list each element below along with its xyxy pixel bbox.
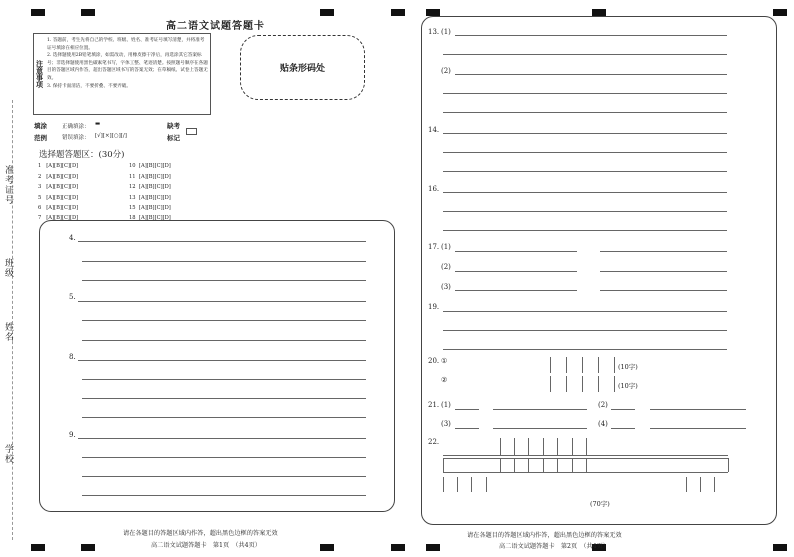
choice-options[interactable]: [A][B][C][D] — [46, 195, 79, 201]
answer-line[interactable] — [443, 330, 727, 331]
grid-divider — [566, 357, 567, 373]
grid-divider — [728, 458, 729, 472]
choice-row[interactable] — [129, 184, 171, 190]
notice-box — [33, 33, 211, 115]
absent-mark-label-top: 缺考 — [167, 122, 180, 130]
choice-number: 13 — [129, 195, 136, 201]
notice-item: 2. 选择题使用2B铅笔填涂，如需改动，用橡皮擦干净后，再选涂其它答案标号；非选择题使用黑色碳素笔书写，字体工整、笔迹清楚。按照题号顺序在各题目的答题区域内作答，超出答题区域书写的答案无效；在草稿纸、试卷上答题无效。 — [47, 53, 208, 81]
grid-divider — [566, 376, 567, 392]
answer-line[interactable] — [443, 311, 727, 312]
footer-note-left: 请在各题目的答题区域内作答，超出黑色边框的答案无效 — [123, 530, 278, 537]
question-number: 4. — [69, 234, 76, 242]
registration-mark — [81, 9, 95, 16]
choice-number: 3 — [38, 184, 42, 190]
answer-line[interactable] — [443, 152, 727, 153]
question-number: 20. — [428, 357, 440, 365]
notice-item: 1. 答题前，考生先将自己的学校、班级、姓名、准考证号填写清楚，并将准考证号填涂在相应位置。 — [47, 38, 205, 51]
grid-divider — [586, 438, 587, 455]
side-label-class: 班级 — [3, 258, 13, 278]
answer-line[interactable] — [82, 320, 366, 321]
choice-options[interactable]: [A][B][C][D] — [46, 174, 79, 180]
grid-divider — [471, 477, 472, 492]
registration-mark — [320, 544, 334, 551]
question-number: 14. — [428, 126, 440, 134]
grid-divider — [557, 458, 558, 472]
answer-line[interactable] — [650, 409, 746, 410]
answer-line[interactable] — [82, 340, 366, 341]
choice-number: 15 — [129, 205, 136, 211]
grid-divider — [550, 376, 551, 392]
fill-example-title-bottom: 范例 — [34, 134, 47, 142]
choice-number: 12 — [129, 184, 136, 190]
choice-options[interactable]: [A][B][C][D] — [138, 205, 171, 211]
correct-fill-label: 正确填涂： — [62, 124, 90, 130]
answer-line[interactable] — [650, 428, 746, 429]
choice-options[interactable]: [A][B][C][D] — [46, 205, 79, 211]
answer-line[interactable] — [455, 74, 727, 75]
answer-line[interactable] — [78, 360, 366, 361]
grid-divider — [598, 357, 599, 373]
question-number: 9. — [69, 431, 76, 439]
answer-line[interactable] — [443, 349, 727, 350]
registration-mark — [773, 544, 787, 551]
choice-options[interactable]: [A][B][C][D] — [46, 215, 79, 221]
page-title: 高二语文试题答题卡 — [166, 21, 265, 32]
answer-line[interactable] — [443, 230, 727, 231]
sub-question-number: (1) — [441, 401, 451, 409]
choice-number: 10 — [129, 163, 136, 169]
choice-options[interactable]: [A][B][C][D] — [138, 215, 171, 221]
answer-line[interactable] — [82, 495, 366, 496]
answer-area-left — [39, 220, 395, 512]
grid-divider — [582, 376, 583, 392]
grid-divider — [514, 438, 515, 455]
question-number: 8. — [69, 353, 76, 361]
choice-number: 1 — [38, 163, 42, 169]
choice-number: 5 — [38, 195, 42, 201]
registration-mark — [81, 544, 95, 551]
choice-row[interactable] — [129, 174, 171, 180]
question-number: 13. — [428, 28, 440, 36]
sub-question-number: (3) — [441, 420, 451, 428]
sub-question-number: (2) — [441, 67, 451, 75]
choice-options[interactable]: [A][B][C][D] — [138, 163, 171, 169]
grid-divider — [586, 458, 587, 472]
sub-question-number: (2) — [598, 401, 608, 409]
grid-row-border — [443, 472, 728, 473]
choice-number: 6 — [38, 205, 42, 211]
answer-line[interactable] — [82, 379, 366, 380]
registration-mark — [31, 544, 45, 551]
question-number: 19. — [428, 303, 440, 311]
grid-divider — [543, 438, 544, 455]
grid-divider — [614, 376, 615, 392]
answer-line[interactable] — [455, 290, 577, 291]
answer-line[interactable] — [78, 438, 366, 439]
notice-body — [47, 37, 208, 90]
choice-number: 11 — [129, 174, 136, 180]
side-label-name: 姓名 — [3, 322, 13, 342]
answer-line[interactable] — [493, 409, 587, 410]
grid-divider — [500, 438, 501, 455]
notice-header: 注意事项 — [35, 60, 45, 88]
answer-line[interactable] — [82, 457, 366, 458]
grid-divider — [598, 376, 599, 392]
notice-item: 3. 保持卡面清洁，不要折叠、不要弄破。 — [47, 83, 131, 89]
grid-divider — [443, 458, 444, 472]
answer-line[interactable] — [443, 54, 727, 55]
absent-mark-label-bottom: 标记 — [167, 134, 180, 142]
answer-line[interactable] — [455, 409, 479, 410]
grid-divider — [572, 458, 573, 472]
choice-row[interactable] — [129, 163, 171, 169]
answer-line[interactable] — [611, 428, 635, 429]
answer-line[interactable] — [600, 251, 727, 252]
choice-options[interactable]: [A][B][C][D] — [46, 163, 79, 169]
grid-divider — [614, 357, 615, 373]
answer-line[interactable] — [600, 271, 727, 272]
choice-row[interactable] — [38, 163, 78, 169]
grid-divider — [582, 357, 583, 373]
choice-row[interactable] — [38, 184, 78, 190]
grid-divider — [486, 477, 487, 492]
side-label-exam-number: 准考证号 — [3, 165, 13, 205]
choice-row[interactable] — [129, 205, 171, 211]
answer-line[interactable] — [82, 417, 366, 418]
choice-row[interactable] — [38, 195, 78, 201]
answer-line[interactable] — [600, 290, 727, 291]
fill-example-title-top: 填涂 — [34, 122, 47, 130]
question-number: 22. — [428, 438, 440, 446]
sub-question-number: (2) — [441, 263, 451, 271]
registration-mark — [773, 9, 787, 16]
registration-mark — [391, 544, 405, 551]
answer-line[interactable] — [455, 251, 577, 252]
registration-mark — [426, 544, 440, 551]
answer-line[interactable] — [455, 35, 727, 36]
sub-question-number: (1) — [441, 28, 451, 36]
sub-question-number: (3) — [441, 283, 451, 291]
sub-question-marker: ② — [441, 376, 448, 384]
answer-line[interactable] — [443, 133, 727, 134]
sub-question-marker: ① — [441, 357, 448, 365]
answer-line[interactable] — [82, 398, 366, 399]
side-label-school: 学校 — [3, 444, 13, 464]
sub-question-number: (1) — [441, 243, 451, 251]
answer-line[interactable] — [78, 301, 366, 302]
registration-mark — [31, 9, 45, 16]
choice-row[interactable] — [38, 174, 78, 180]
sub-question-number: (4) — [598, 420, 608, 428]
footer-page-right: 高二语文试题答题卡 第2页 （共4页） — [499, 543, 609, 550]
choice-number: 18 — [129, 215, 136, 221]
grid-divider — [443, 477, 444, 492]
question-number: 16. — [428, 185, 440, 193]
answer-line[interactable] — [443, 171, 727, 172]
barcode-label: 贴条形码处 — [279, 64, 325, 74]
registration-mark — [320, 9, 334, 16]
answer-line[interactable] — [455, 428, 479, 429]
registration-mark — [592, 9, 606, 16]
choice-options[interactable]: [A][B][C][D] — [138, 195, 171, 201]
grid-divider — [700, 477, 701, 492]
question-number: 5. — [69, 293, 76, 301]
grid-divider — [528, 458, 529, 472]
correct-fill-mark: ▬ — [95, 121, 101, 127]
grid-divider — [572, 438, 573, 455]
grid-divider — [543, 458, 544, 472]
grid-divider — [686, 477, 687, 492]
word-limit: (10字) — [618, 363, 638, 371]
grid-row-border — [443, 455, 728, 456]
answer-line[interactable] — [443, 192, 727, 193]
choice-row[interactable] — [129, 195, 171, 201]
footer-page-left: 高二语文试题答题卡 第1页 （共4页） — [151, 542, 261, 549]
answer-line[interactable] — [611, 409, 635, 410]
answer-line[interactable] — [493, 428, 587, 429]
answer-line[interactable] — [443, 112, 727, 113]
choice-options[interactable]: [A][B][C][D] — [138, 174, 171, 180]
registration-mark — [391, 9, 405, 16]
answer-line[interactable] — [82, 280, 366, 281]
grid-divider — [500, 458, 501, 472]
absent-mark-box[interactable] — [186, 128, 197, 135]
grid-divider — [528, 438, 529, 455]
grid-divider — [550, 357, 551, 373]
answer-line[interactable] — [82, 476, 366, 477]
question-number: 17. — [428, 243, 440, 251]
choice-row[interactable] — [38, 205, 78, 211]
answer-line[interactable] — [455, 271, 577, 272]
choice-number: 2 — [38, 174, 42, 180]
grid-divider — [557, 438, 558, 455]
answer-line[interactable] — [82, 261, 366, 262]
question-number: 21. — [428, 401, 440, 409]
grid-divider — [714, 477, 715, 492]
answer-line[interactable] — [443, 211, 727, 212]
choice-number: 7 — [38, 215, 42, 221]
word-limit: (70字) — [590, 500, 610, 508]
answer-line[interactable] — [443, 93, 727, 94]
wrong-fill-marks: [√][×][○][/] — [95, 133, 127, 139]
wrong-fill-label: 错误填涂： — [62, 135, 90, 141]
answer-line[interactable] — [78, 241, 366, 242]
choice-options[interactable]: [A][B][C][D] — [46, 184, 79, 190]
choice-section-title: 选择题答题区：(30分) — [39, 150, 125, 160]
word-limit: (10字) — [618, 382, 638, 390]
footer-note-right: 请在各题目的答题区域内作答，超出黑色边框的答案无效 — [467, 532, 622, 539]
choice-options[interactable]: [A][B][C][D] — [138, 184, 171, 190]
grid-divider — [514, 458, 515, 472]
registration-mark — [426, 9, 440, 16]
barcode-area — [240, 35, 365, 100]
grid-divider — [457, 477, 458, 492]
